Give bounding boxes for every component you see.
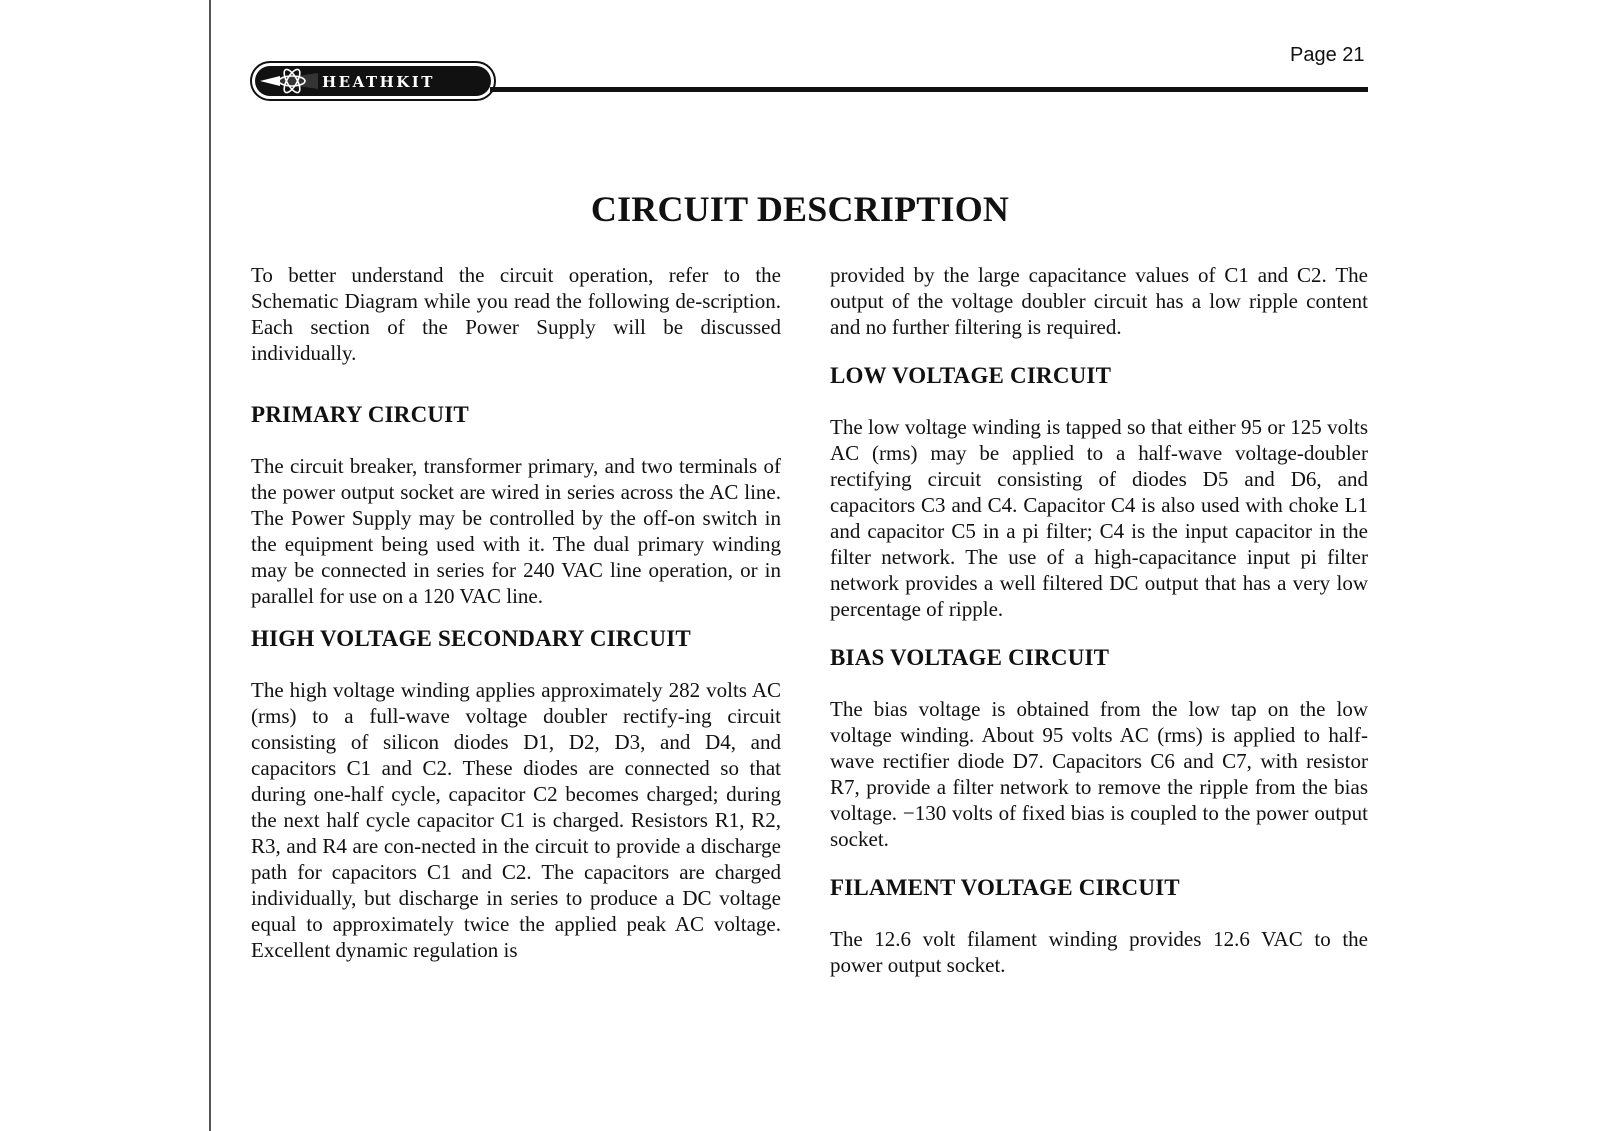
filament-voltage-heading: FILAMENT VOLTAGE CIRCUIT (830, 875, 1180, 900)
bias-voltage-heading: BIAS VOLTAGE CIRCUIT (830, 645, 1110, 670)
high-voltage-paragraph: The high voltage winding applies approximately 282 volts AC (rms) to a full-wave voltage doubler rectify-ing circuit consisting of silicon diodes D1, D2, D3, and D4, and capacitors C1 and C2. These diodes are connected so that during one-half cycle, capacitor C2 becomes charged; during the next half cycle capacitor C1 is charged. Resistors R1, R2, R3, and R4 are con-nected in the circuit to provide a discharge path for capacitors C1 and C2. The capacitors are charged individually, but discharge in series to produce a DC voltage equal to approximately twice the applied peak AC voltage. Excellent dynamic regulation is (251, 678, 781, 962)
low-voltage-paragraph: The low voltage winding is tapped so that either 95 or 125 volts AC (rms) may be applied to a half-wave voltage-doubler rectifying circuit consisting of diodes D5 and D6, and capacitors C3 and C4. Capacitor C4 is also used with choke L1 and capacitor C5 in a pi filter; C4 is the input capacitor in the filter network. The use of a high-capacitance input pi filter network provides a well filtered DC output that has a very low percentage of ripple. (830, 415, 1368, 621)
left-column (251, 262, 781, 963)
heathkit-logo-graphic (250, 61, 496, 101)
binding-edge-line (209, 0, 211, 1131)
low-voltage-heading: LOW VOLTAGE CIRCUIT (830, 363, 1112, 388)
header-rule (490, 87, 1368, 92)
intro-paragraph: To better understand the circuit operation, refer to the Schematic Diagram while you read the following de-scription. Each section of the Power Supply will be discussed individually. (251, 263, 781, 365)
page-title: CIRCUIT DESCRIPTION (590, 189, 1010, 230)
high-voltage-heading: HIGH VOLTAGE SECONDARY CIRCUIT (251, 626, 691, 651)
page-number: Page 21 (1290, 44, 1365, 66)
primary-circuit-heading: PRIMARY CIRCUIT (251, 402, 469, 427)
primary-circuit-paragraph: The circuit breaker, transformer primary, and two terminals of the power output socket are wired in series across the AC line. The Power Supply may be controlled by the off-on switch in the equipment being used with it. The dual primary winding may be connected in series for 240 VAC line operation, or in parallel for use on a 120 VAC line. (251, 454, 781, 608)
heathkit-logo (250, 61, 496, 101)
logo-wordmark: HEATHKIT (322, 73, 435, 91)
filament-voltage-paragraph: The 12.6 volt filament winding provides 12.6 VAC to the power output socket. (830, 927, 1368, 977)
continuation-paragraph: provided by the large capacitance values of C1 and C2. The output of the voltage doubler circuit has a low ripple content and no further filtering is required. (830, 263, 1368, 339)
bias-voltage-paragraph: The bias voltage is obtained from the low tap on the low voltage winding. About 95 volts AC (rms) is applied to half-wave rectifier diode D7. Capacitors C6 and C7, with resistor R7, provide a filter network to remove the ripple from the bias voltage. −130 volts of fixed bias is coupled to the power output socket. (830, 697, 1368, 851)
right-column (830, 262, 1368, 978)
